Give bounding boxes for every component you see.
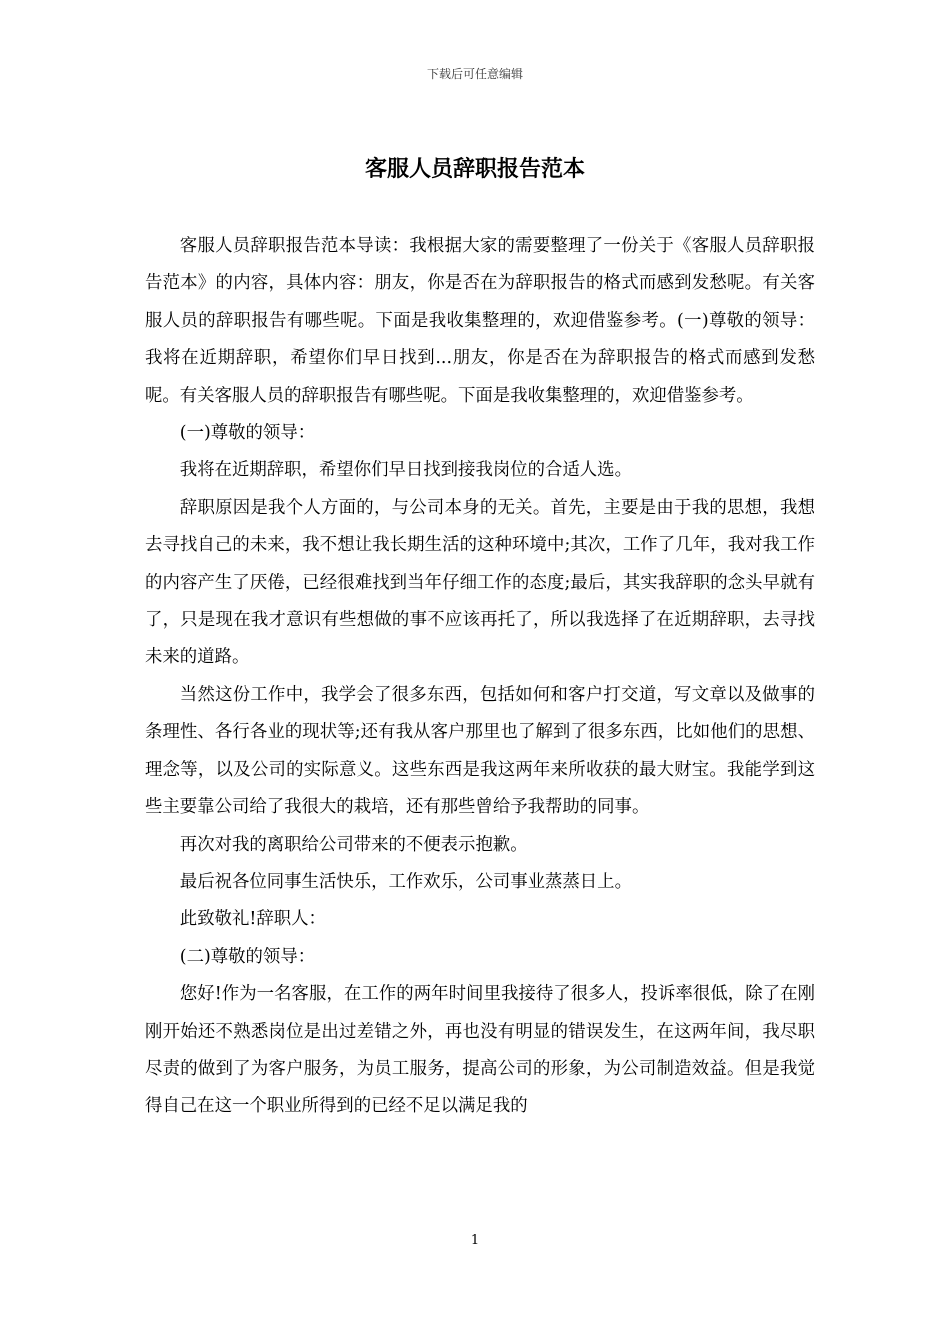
paragraph-closing: 此致敬礼!辞职人： bbox=[179, 909, 326, 930]
paragraph-salutation-1: (一)尊敬的领导： bbox=[179, 423, 316, 444]
page-header: 下载后可任意编辑 bbox=[426, 67, 523, 81]
page-number: 1 bbox=[470, 1233, 480, 1248]
document-body bbox=[145, 228, 815, 1126]
paragraph: 辞职原因是我个人方面的，与公司本身的无关。首先，主要是由于我的思想，我想去寻找自己的未来，我不想让我长期生活的这种环境中;其次，工作了几年，我对我工作的内容产生了厌倦，已经很难找到当年仔细工作的态度;最后，其实我辞职的念头早就有了，只是现在我才意识有些想做的事不应该再托了，所以我选择了在近期辞职，去寻找未来的道路。 bbox=[145, 497, 815, 668]
paragraph-salutation-2: (二)尊敬的领导： bbox=[179, 946, 316, 967]
paragraph: 最后祝各位同事生活快乐，工作欢乐，公司事业蒸蒸日上。 bbox=[179, 871, 632, 892]
paragraph: 再次对我的离职给公司带来的不便表示抱歉。 bbox=[179, 834, 528, 855]
paragraph: 当然这份工作中，我学会了很多东西，包括如何和客户打交道，写文章以及做事的条理性、各行各业的现状等;还有我从客户那里也了解到了很多东西，比如他们的思想、理念等，以及公司的实际意义。这些东西是我这两年来所收获的最大财宝。我能学到这些主要靠公司给了我很大的栽培，还有那些曾给予我帮助的同事。 bbox=[145, 684, 815, 818]
paragraph-intro: 客服人员辞职报告范本导读：我根据大家的需要整理了一份关于《客服人员辞职报告范本》的内容，具体内容：朋友，你是否在为辞职报告的格式而感到发愁呢。有关客服人员的辞职报告有哪些呢。下面是我收集整理的，欢迎借鉴参考。(一)尊敬的领导：我将在近期辞职，希望你们早日找到...朋友，你是否在为辞职报告的格式而感到发愁呢。有关客服人员的辞职报告有哪些呢。下面是我收集整理的，欢迎借鉴参考。 bbox=[145, 236, 815, 406]
paragraph: 我将在近期辞职，希望你们早日找到接我岗位的合适人选。 bbox=[179, 460, 632, 481]
document-title: 客服人员辞职报告范本 bbox=[364, 156, 585, 182]
paragraph: 您好!作为一名客服，在工作的两年时间里我接待了很多人，投诉率很低，除了在刚刚开始还不熟悉岗位是出过差错之外，再也没有明显的错误发生，在这两年间，我尽职尽责的做到了为客户服务，为员工服务，提高公司的形象，为公司制造效益。但是我觉得自己在这一个职业所得到的已经不足以满足我的 bbox=[145, 984, 815, 1117]
